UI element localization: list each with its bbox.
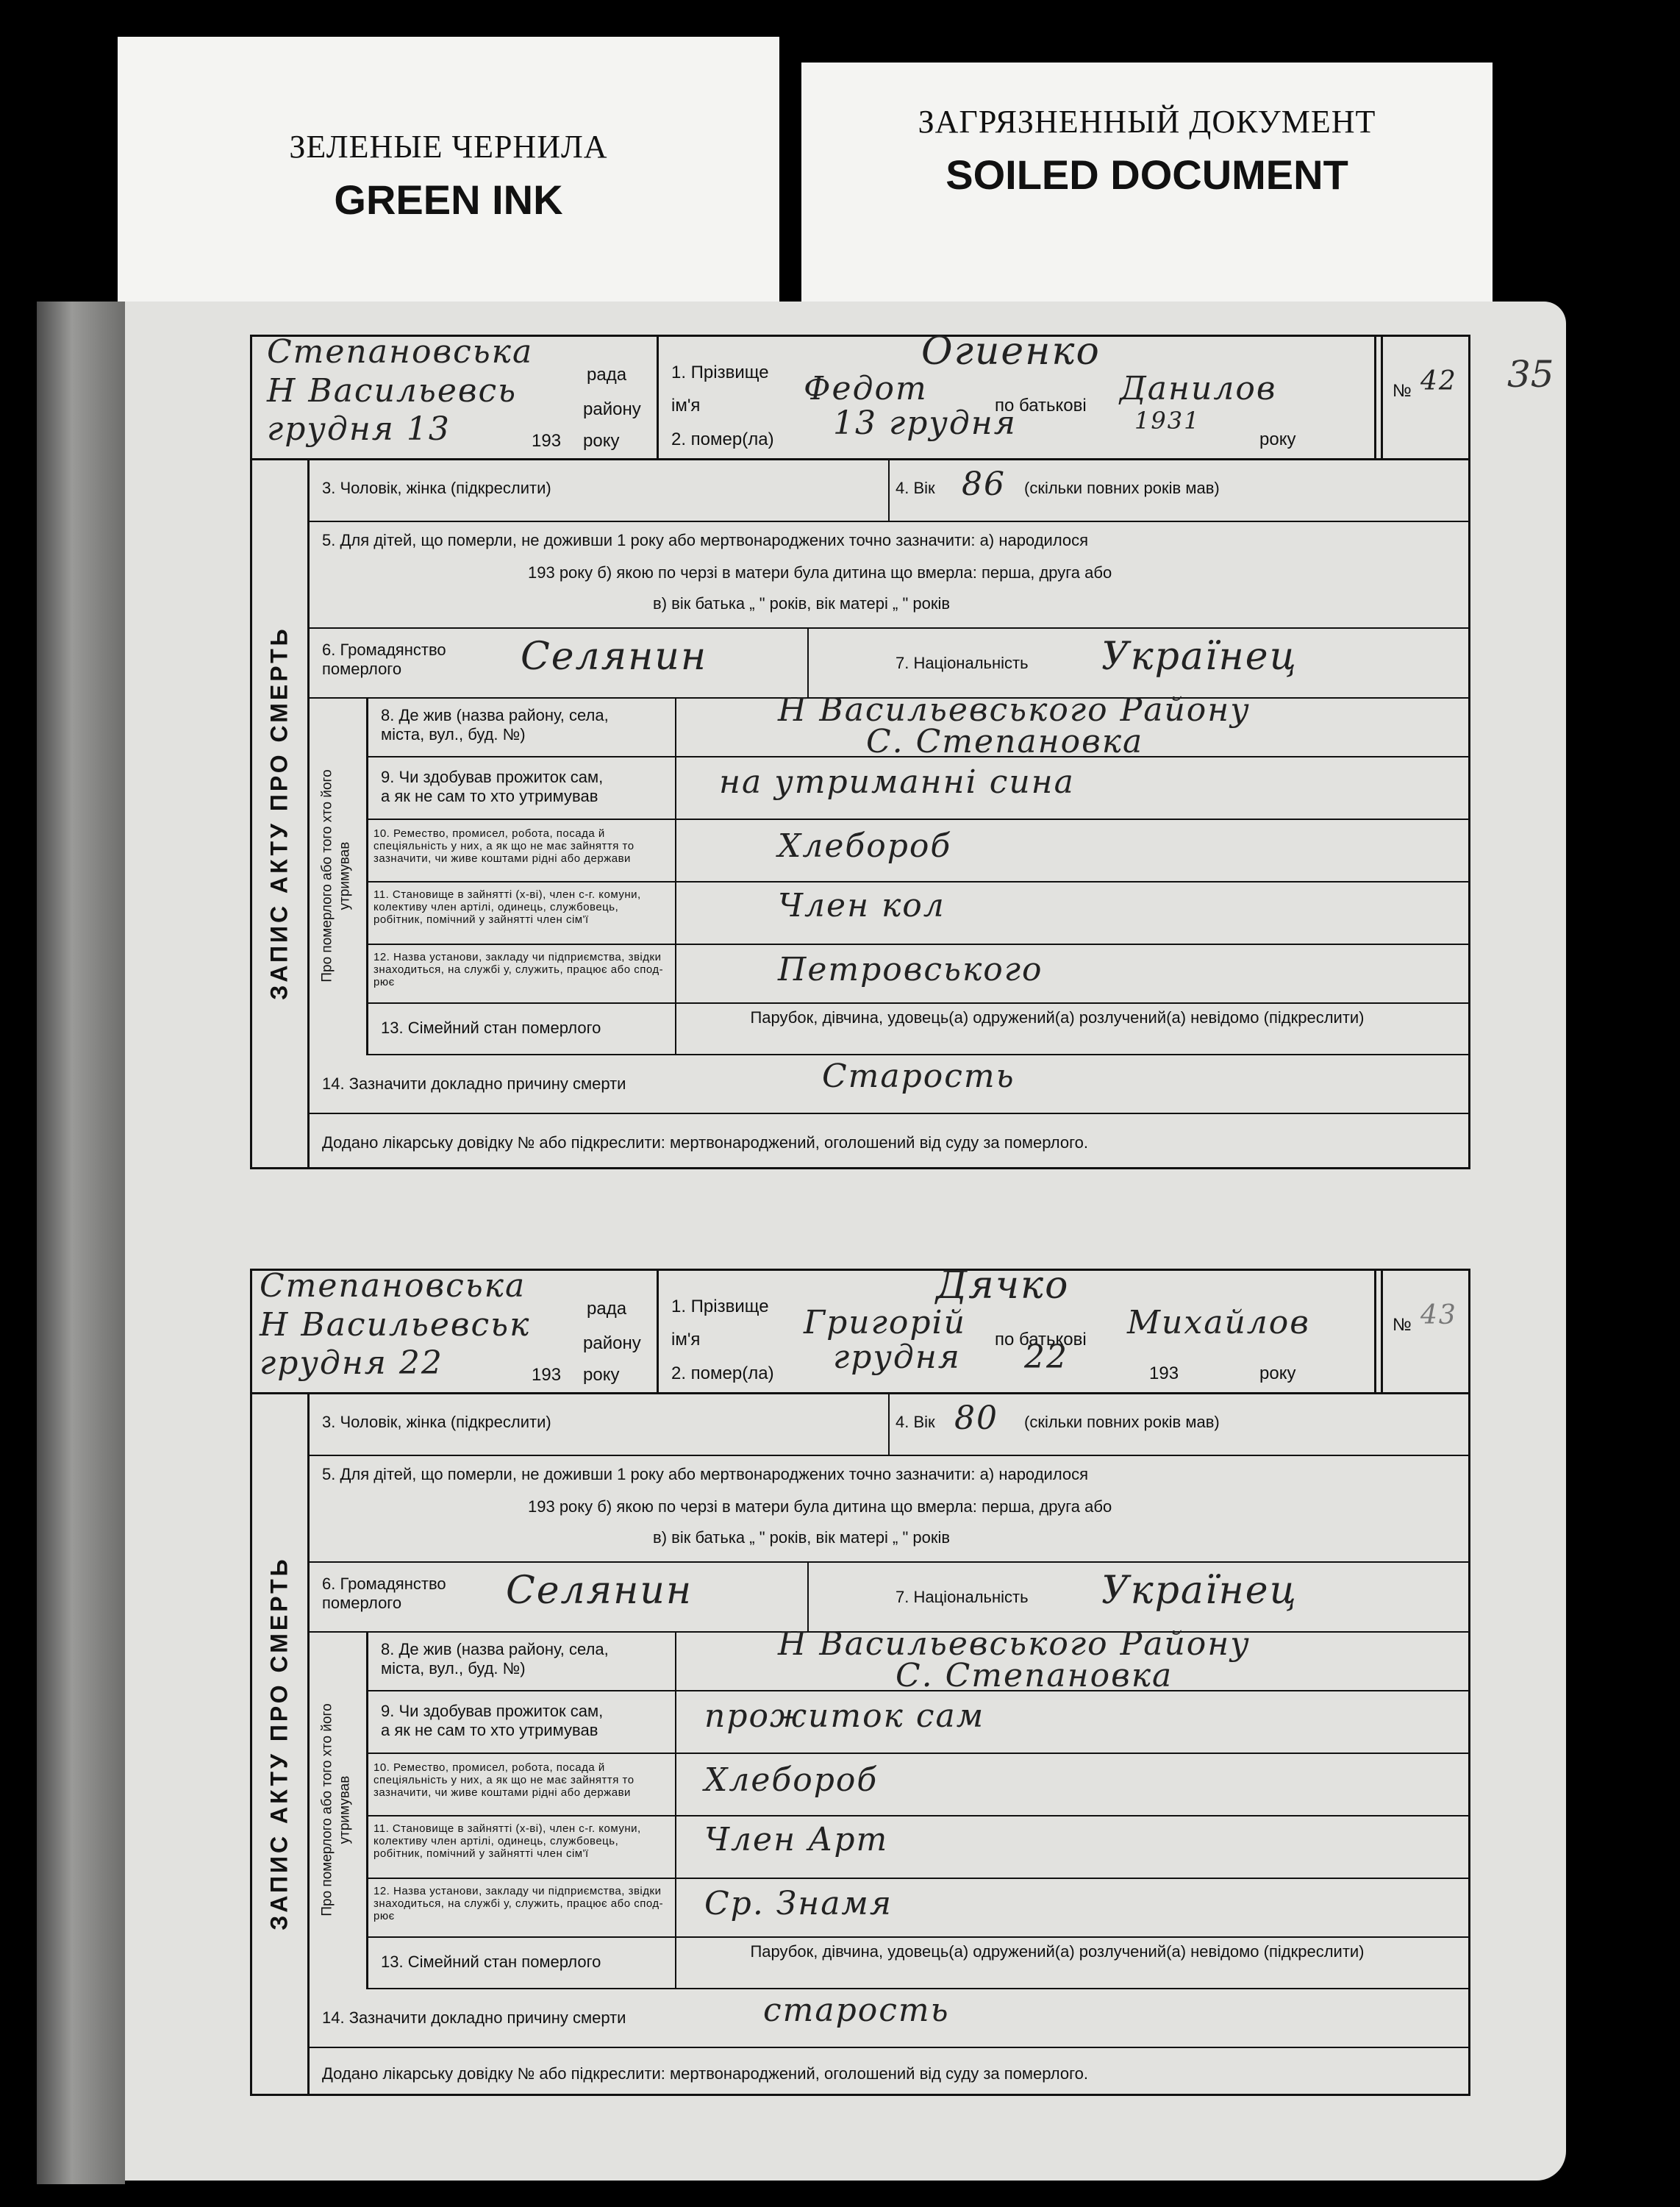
- f5b-label: 193 року б) якою по черзі в матери була дитина що вмерла: перша, друга або: [528, 563, 1112, 582]
- sheet-number: 35: [1507, 353, 1554, 396]
- row-child-info: [307, 1455, 1468, 1563]
- f11-label: 11. Становище в зайнятті (х-ві), член с-г. комуни, колективу член артілі, одинець, службовець, робітник, помічний у зайнятті член сім'ї: [373, 888, 641, 926]
- row-institution: [366, 944, 1468, 1004]
- f11-label: 11. Становище в зайнятті (х-ві), член с-г. комуни, колективу член артілі, одинець, службовець, робітник, помічний у зайнятті член сім'ї: [373, 1822, 641, 1860]
- f5c-label: в) вік батька „ " років, вік матері „ " років: [653, 594, 951, 613]
- hw-support: прожиток сам: [704, 1697, 985, 1735]
- record-number-box: [1374, 1271, 1468, 1392]
- raion-label: району: [583, 1333, 641, 1353]
- roku-label: року: [583, 1365, 620, 1385]
- f14-label: 14. Зазначити докладно причину смерти: [322, 1074, 626, 1093]
- hw-status: Член кол: [778, 887, 946, 924]
- hw-cause: старость: [763, 1992, 950, 2029]
- no-label: №: [1393, 381, 1412, 401]
- row-marital: [366, 1002, 1468, 1055]
- name-cell: [657, 329, 1383, 458]
- green-ink-label-ru: ЗЕЛЕНЫЕ ЧЕРНИЛА: [289, 129, 608, 165]
- side-sub-title: Про померлого або того хто його утримував: [320, 769, 354, 983]
- hw-residence1: Н Васильевського Району: [778, 1625, 1251, 1663]
- raion-label: району: [583, 399, 641, 419]
- f4-label: 4. Вік: [896, 1413, 935, 1431]
- roku-label: року: [583, 431, 620, 451]
- green-ink-label-en: GREEN INK: [334, 177, 563, 223]
- f5a-label: 5. Для дітей, що померли, не доживши 1 року або мертвонароджених точно зазначити: а) народилося: [322, 531, 1089, 549]
- f5c-label: в) вік батька „ " років, вік матері „ " років: [653, 1528, 951, 1547]
- hw-surname: Огиенко: [921, 329, 1101, 374]
- hw-support: на утриманні сина: [719, 763, 1075, 801]
- f8-label: 8. Де жив (назва району, села, міста, вул., буд. №): [381, 706, 609, 744]
- f7-label: 7. Національність: [896, 1588, 1029, 1606]
- hw-patronymic: Данилов: [1120, 370, 1277, 407]
- row-status: [366, 881, 1468, 945]
- row-sex-age: [307, 458, 1468, 522]
- hw-citizenship: Селянин: [506, 1569, 693, 1613]
- roku-short: року: [1259, 429, 1296, 449]
- soiled-document-label: [801, 63, 1493, 320]
- name-label: ім'я: [671, 396, 701, 416]
- name-cell: [657, 1263, 1383, 1392]
- side-sub-title: Про померлого або того хто його утримував: [320, 1703, 354, 1917]
- hw-occupation: Хлебороб: [778, 827, 952, 865]
- hw-residence2: С. Степановка: [896, 1657, 1173, 1694]
- record-sidebar: [252, 458, 310, 1167]
- surname-label: 1. Прізвище: [671, 363, 769, 382]
- row-certificate: [307, 1113, 1468, 1169]
- row-child-info: [307, 521, 1468, 629]
- hw-name: Григорій: [804, 1304, 966, 1341]
- book-binding: [37, 302, 125, 2184]
- death-date-label: 2. помер(ла): [671, 1363, 774, 1383]
- death-date-label: 2. помер(ла): [671, 429, 774, 449]
- subject-sidebar: [307, 697, 368, 1054]
- hw-record-no: 43: [1420, 1300, 1457, 1330]
- patronymic-label: по батькові: [995, 1330, 1087, 1349]
- surname-label: 1. Прізвище: [671, 1297, 769, 1316]
- hw-status: Член Арт: [704, 1821, 889, 1858]
- f3-label: 3. Чоловік, жінка (підкреслити): [322, 479, 551, 497]
- f6-label: 6. Громадянство померлого: [322, 1575, 446, 1612]
- hw-name: Федот: [804, 370, 928, 407]
- hw-age: 86: [962, 466, 1006, 503]
- name-label: ім'я: [671, 1330, 701, 1349]
- roku-year: 193: [532, 431, 562, 451]
- hw-cause: Старость: [822, 1058, 1015, 1095]
- r193-label: 193: [1149, 1363, 1179, 1383]
- hw-surname: Дячко: [936, 1263, 1070, 1308]
- row-status: [366, 1815, 1468, 1879]
- hw-death-year: 1931: [1134, 407, 1201, 435]
- row-residence: [366, 691, 1468, 760]
- hw-patronymic: Михайлов: [1127, 1304, 1310, 1341]
- soiled-label-en: SOILED DOCUMENT: [946, 151, 1348, 198]
- side-title: ЗАПИС АКТУ ПРО СМЕРТЬ: [266, 1555, 293, 1930]
- hw-date: грудня 22: [260, 1344, 443, 1382]
- hw-rada: Степановська: [267, 333, 534, 371]
- hw-death-year: 22: [1024, 1338, 1068, 1376]
- f4-suffix: (скільки повних років мав): [1024, 479, 1220, 497]
- hw-date: грудня 13: [267, 410, 451, 448]
- hw-death-date: грудня: [833, 1338, 961, 1376]
- row-cause: [307, 1054, 1468, 1114]
- hw-institution: Петровського: [778, 951, 1043, 988]
- f4-label: 4. Вік: [896, 479, 935, 497]
- hw-death-date: 13 грудня: [833, 404, 1017, 442]
- f9-label: 9. Чи здобував прожиток сам, а як не сам то хто утримував: [381, 1702, 604, 1739]
- f3-label: 3. Чоловік, жінка (підкреслити): [322, 1413, 551, 1431]
- row-support: [366, 756, 1468, 820]
- rada-label: рада: [587, 365, 627, 385]
- row-cause: [307, 1988, 1468, 2048]
- roku-year: 193: [532, 1365, 562, 1385]
- no-label: №: [1393, 1315, 1412, 1335]
- record-number-box: [1374, 337, 1468, 458]
- f12-label: 12. Назва установи, закладу чи підприємства, звідки знаходиться, на службі у, служить, працює або спод-рює: [373, 1885, 664, 1922]
- f4-suffix: (скільки повних років мав): [1024, 1413, 1220, 1431]
- row-citizenship: [307, 1561, 1468, 1633]
- hw-raion: Н Васильевськ: [260, 1306, 531, 1344]
- f5b-label: 193 року б) якою по черзі в матери була дитина що вмерла: перша, друга або: [528, 1497, 1112, 1516]
- record-header: [252, 329, 1468, 460]
- soiled-label-ru: ЗАГРЯЗНЕННЫЙ ДОКУМЕНТ: [918, 104, 1376, 140]
- row-institution: [366, 1878, 1468, 1938]
- hw-occupation: Хлебороб: [704, 1761, 879, 1799]
- row-citizenship: [307, 627, 1468, 699]
- hw-nationality: Українец: [1101, 1569, 1298, 1613]
- f7-label: 7. Національність: [896, 654, 1029, 672]
- death-record-2: [250, 1263, 1470, 2096]
- subject-sidebar: [307, 1631, 368, 1988]
- f15-label: Додано лікарську довідку № або підкреслити: мертвонароджений, оголошений від суду за померлого.: [322, 2064, 1088, 2083]
- hw-raion: Н Васильевсь: [267, 372, 518, 410]
- hw-institution: Ср. Знамя: [704, 1885, 893, 1922]
- f5a-label: 5. Для дітей, що померли, не доживши 1 року або мертвонароджених точно зазначити: а) народилося: [322, 1465, 1089, 1483]
- f9-label: 9. Чи здобував прожиток сам, а як не сам то хто утримував: [381, 768, 604, 805]
- record-sidebar: [252, 1392, 310, 2094]
- f6-label: 6. Громадянство померлого: [322, 641, 446, 678]
- f15-label: Додано лікарську довідку № або підкреслити: мертвонароджений, оголошений від суду за померлого.: [322, 1133, 1088, 1152]
- hw-residence1: Н Васильевського Району: [778, 691, 1251, 729]
- f10-label: 10. Ремество, промисел, робота, посада й спеціяльність у них, а як що не має зайняття то зазначити, чи живе коштами рідні або держави: [373, 1761, 635, 1799]
- hw-citizenship: Селянин: [521, 635, 708, 679]
- hw-nationality: Українец: [1101, 635, 1298, 679]
- death-record-1: [250, 329, 1470, 1169]
- row-sex-age: [307, 1392, 1468, 1456]
- rada-label: рада: [587, 1299, 627, 1319]
- f13-options: Парубок, дівчина, удовець(а) одружений(а) розлучений(а) невідомо (підкреслити): [750, 1008, 1365, 1027]
- row-certificate: [307, 2047, 1468, 2096]
- side-title: ЗАПИС АКТУ ПРО СМЕРТЬ: [266, 625, 293, 1000]
- hw-age: 80: [954, 1400, 998, 1437]
- patronymic-label: по батькові: [995, 396, 1087, 416]
- row-support: [366, 1690, 1468, 1754]
- locality-cell: [252, 333, 659, 458]
- row-residence: [366, 1625, 1468, 1694]
- f12-label: 12. Назва установи, закладу чи підприємства, звідки знаходиться, на службі у, служить, працює або спод-рює: [373, 951, 664, 988]
- hw-residence2: С. Степановка: [866, 723, 1144, 760]
- f8-label: 8. Де жив (назва району, села, міста, вул., буд. №): [381, 1640, 609, 1677]
- row-occupation: [366, 1753, 1468, 1816]
- hw-record-no: 42: [1420, 366, 1457, 396]
- f13-options: Парубок, дівчина, удовець(а) одружений(а) розлучений(а) невідомо (підкреслити): [750, 1942, 1365, 1961]
- row-occupation: [366, 819, 1468, 883]
- locality-cell: [252, 1267, 659, 1392]
- green-ink-label: [118, 37, 779, 324]
- f13-label: 13. Сімейний стан померлого: [381, 1953, 601, 1971]
- row-marital: [366, 1936, 1468, 1989]
- record-header: [252, 1263, 1468, 1394]
- f10-label: 10. Ремество, промисел, робота, посада й спеціяльність у них, а як що не має зайняття то зазначити, чи живе коштами рідні або держави: [373, 827, 635, 865]
- roku-short: року: [1259, 1363, 1296, 1383]
- f14-label: 14. Зазначити докладно причину смерти: [322, 2008, 626, 2027]
- f13-label: 13. Сімейний стан померлого: [381, 1019, 601, 1037]
- hw-rada: Степановська: [260, 1267, 526, 1305]
